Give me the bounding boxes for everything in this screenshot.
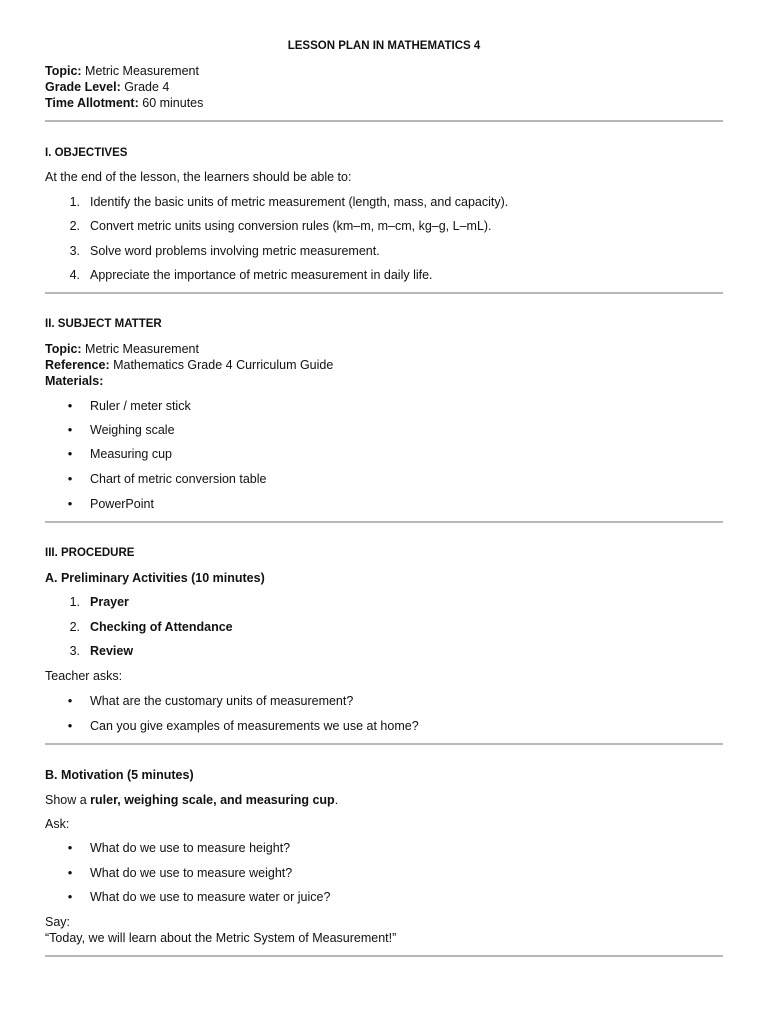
material-text: Measuring cup — [90, 447, 172, 461]
preliminary-heading: A. Preliminary Activities (10 minutes) — [45, 571, 265, 585]
procedure-heading: III. PROCEDURE — [45, 547, 135, 559]
subject-reference-label: Reference: — [45, 358, 110, 372]
preliminary-text: Prayer — [90, 595, 129, 609]
material-text: Chart of metric conversion table — [90, 472, 267, 486]
bullet-icon: • — [67, 693, 73, 708]
divider — [45, 743, 723, 745]
header-time — [45, 95, 203, 111]
divider — [45, 292, 723, 294]
header-time-value: 60 minutes — [138, 96, 204, 110]
objectives-heading: I. OBJECTIVES — [45, 147, 128, 159]
show-items: ruler, weighing scale, and measuring cup — [90, 793, 335, 807]
header-grade — [45, 79, 169, 95]
subject-topic-value: Metric Measurement — [81, 342, 199, 356]
objectives-intro: At the end of the lesson, the learners should be able to: — [45, 170, 352, 184]
ask-label: Ask: — [45, 817, 70, 831]
document-title: LESSON PLAN IN MATHEMATICS 4 — [287, 40, 481, 52]
subject-reference-value: Mathematics Grade 4 Curriculum Guide — [109, 358, 334, 372]
question-text: Can you give examples of measurements we use at home? — [90, 719, 419, 733]
header-topic-value: Metric Measurement — [81, 64, 199, 78]
bullet-icon: • — [67, 840, 73, 855]
list-number: 4. — [69, 268, 80, 282]
list-number: 1. — [69, 195, 80, 209]
bullet-icon: • — [67, 422, 73, 437]
question-text: What do we use to measure weight? — [90, 866, 293, 880]
bullet-icon: • — [67, 496, 73, 511]
header-grade-label: Grade Level: — [45, 80, 121, 94]
material-text: Ruler / meter stick — [90, 399, 191, 413]
question-text: What do we use to measure height? — [90, 841, 291, 855]
material-text: PowerPoint — [90, 497, 154, 511]
objective-text: Solve word problems involving metric measurement. — [90, 244, 380, 258]
header-topic-label: Topic: — [45, 64, 82, 78]
divider — [45, 521, 723, 523]
subject-heading: II. SUBJECT MATTER — [45, 318, 162, 330]
show-pre: Show a — [45, 793, 91, 807]
objective-text: Appreciate the importance of metric measurement in daily life. — [90, 268, 433, 282]
preliminary-text: Review — [90, 644, 134, 658]
list-number: 1. — [69, 595, 80, 609]
show-line — [45, 792, 338, 808]
divider — [45, 120, 723, 122]
list-number: 2. — [69, 620, 80, 634]
bullet-icon: • — [67, 889, 73, 904]
list-number: 2. — [69, 219, 80, 233]
header-time-label: Time Allotment: — [45, 96, 139, 110]
say-label: Say: — [45, 915, 71, 929]
bullet-icon: • — [67, 865, 73, 880]
objective-text: Identify the basic units of metric measurement (length, mass, and capacity). — [90, 195, 509, 209]
bullet-icon: • — [67, 718, 73, 733]
header-grade-value: Grade 4 — [120, 80, 170, 94]
bullet-icon: • — [67, 471, 73, 486]
question-text: What are the customary units of measurement? — [90, 694, 354, 708]
header-topic — [45, 63, 199, 79]
divider — [45, 955, 723, 957]
subject-topic — [45, 341, 199, 357]
materials-label: Materials: — [45, 374, 104, 388]
bullet-icon: • — [67, 446, 73, 461]
motivation-heading: B. Motivation (5 minutes) — [45, 768, 194, 782]
list-number: 3. — [69, 644, 80, 658]
subject-topic-label: Topic: — [45, 342, 82, 356]
question-text: What do we use to measure water or juice? — [90, 890, 331, 904]
bullet-icon: • — [67, 398, 73, 413]
list-number: 3. — [69, 244, 80, 258]
show-post: . — [334, 793, 339, 807]
preliminary-text: Checking of Attendance — [90, 620, 233, 634]
material-text: Weighing scale — [90, 423, 175, 437]
subject-reference — [45, 357, 333, 373]
say-quote: “Today, we will learn about the Metric System of Measurement!” — [45, 931, 397, 945]
objective-text: Convert metric units using conversion rules (km–m, m–cm, kg–g, L–mL). — [90, 219, 492, 233]
teacher-asks-label: Teacher asks: — [45, 669, 123, 683]
